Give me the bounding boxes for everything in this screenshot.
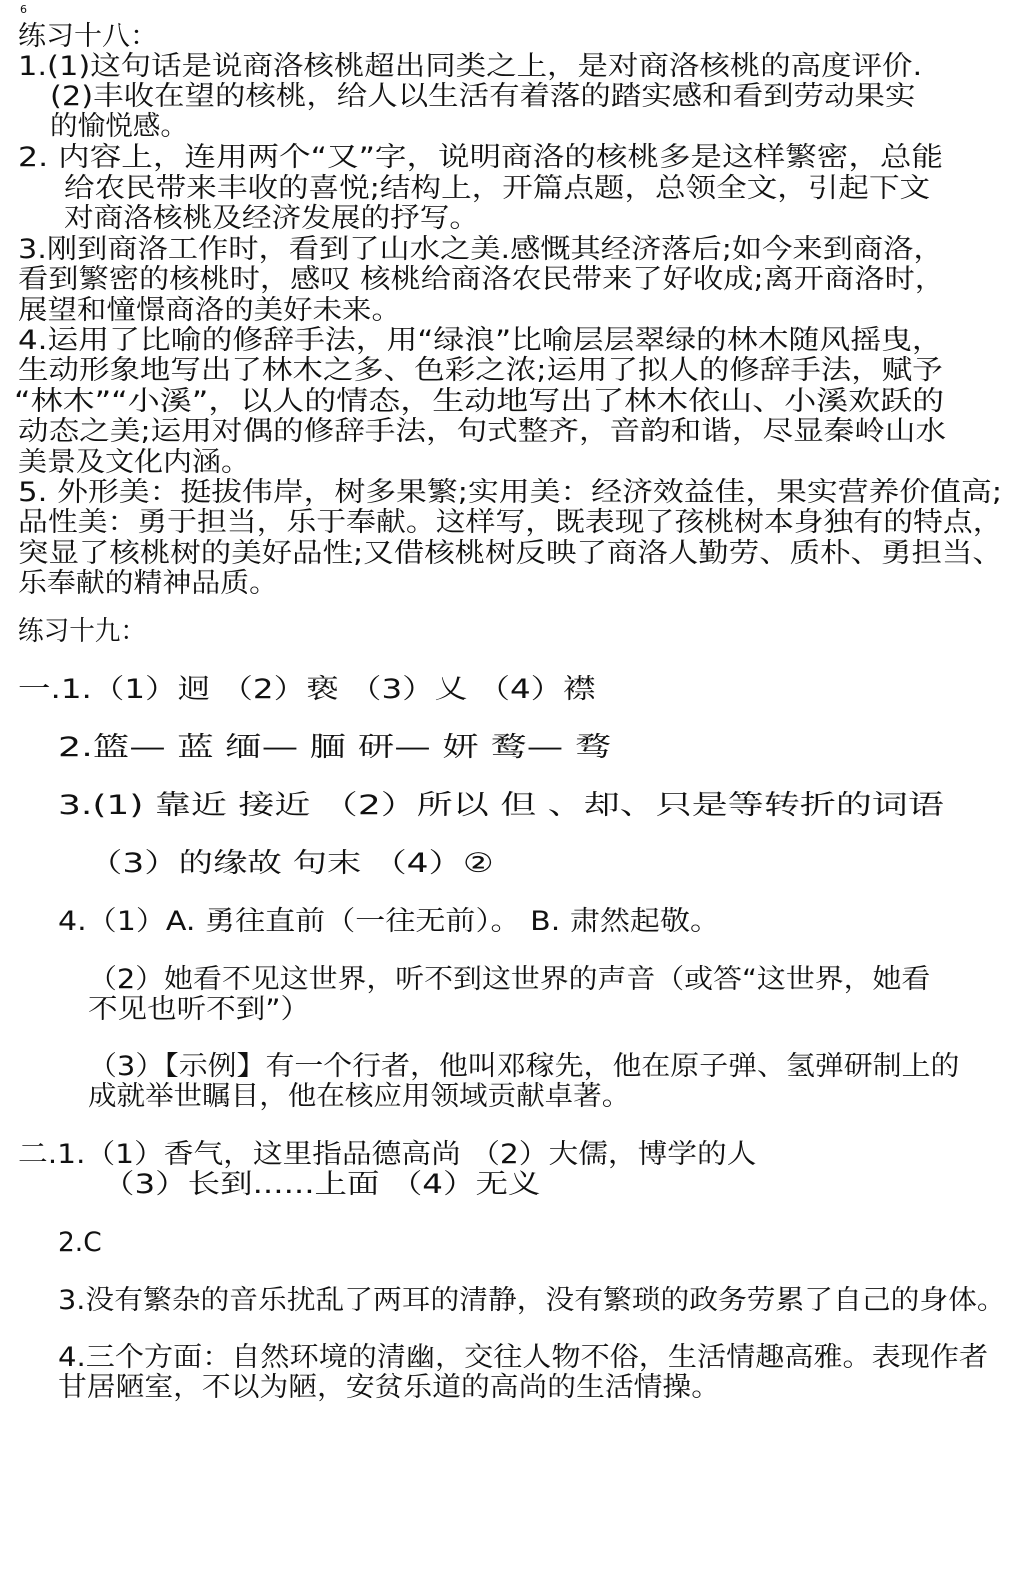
ex19-part1-q2: 2.篮— 蓝 缅— 腼 研— 妍 鹜— 骛 [58,732,612,763]
ex19-part2-q4-line2: 甘居陋室，不以为陋，安贫乐道的高尚的生活情操。 [58,1372,720,1403]
ex18-q4-line2: 生动形象地写出了林木之多、色彩之浓;运用了拟人的修辞手法，赋予 [18,355,943,386]
ex18-q1-part2-cont: 的愉悦感。 [50,111,188,142]
ex19-part2-q4-line1: 4.三个方面：自然环境的清幽，交往人物不俗，生活情趣高雅。表现作者 [58,1342,989,1373]
ex19-part1-q4-sub2-line2: 不见也听不到”） [88,994,311,1025]
page-number: 6 [20,3,27,16]
exercise-18-title: 练习十八： [18,21,158,52]
ex18-q4-line5: 美景及文化内涵。 [18,447,250,478]
ex18-q5-line2: 品性美：勇于担当，乐于奉献。这样写，既表现了孩桃树本身独有的特点， [18,507,1003,538]
ex18-q5-line3: 突显了核桃树的美好品性;又借核桃树反映了商洛人勤劳、质朴、勇担当、 [18,538,1003,569]
ex19-part2-q2: 2.C [58,1227,102,1258]
ex19-part2-q1-line2: （3）长到......上面 （4）无义 [102,1169,541,1200]
ex18-q3-line2: 看到繁密的核桃时，感叹 核桃给商洛农民带来了好收成;离开商洛时， [18,264,946,295]
ex18-q5-line4: 乐奉献的精神品质。 [18,568,279,599]
ex18-q4-line1: 4.运用了比喻的修辞手法，用“绿浪”比喻层层翠绿的林木随风摇曳， [18,325,943,356]
ex18-q5-line1: 5. 外形美：挺拔伟岸，树多果繁;实用美：经济效益佳，果实营养价值高; [18,477,1003,508]
ex18-q2-line3: 对商洛核桃及经济发展的抒写。 [64,203,480,234]
ex19-part1-q4-line1: 4.（1）A. 勇往直前（一往无前）。 B. 肃然起敬。 [58,906,721,937]
exercise-19-title: 练习十九： [18,616,146,647]
ex19-part1-q1: 一.1.（1）迥 （2）亵 （3）乂 （4）襟 [18,674,596,705]
ex18-q2-line1: 2. 内容上，连用两个“又”字，说明商洛的核桃多是这样繁密，总能 [18,142,944,173]
ex19-part1-q3-line1: 3.(1) 靠近 接近 （2）所以 但 、却、只是等转折的词语 [58,790,944,821]
ex18-q1-part1: 1.(1)这句话是说商洛核桃超出同类之上，是对商洛核桃的高度评价. [18,51,923,82]
ex19-part1-q4-sub2-line1: （2）她看不见这世界，听不到这世界的声音（或答“这世界，她看 [88,964,931,995]
ex18-q1-part2: (2)丰收在望的核桃，给人以生活有着落的踏实感和看到劳动果实 [50,81,916,112]
ex19-part1-q4-sub3-line2: 成就举世瞩目，他在核应用领域贡献卓著。 [88,1081,631,1112]
ex18-q4-line3: “林木”“小溪”，以人的情态，生动地写出了林木依山、小溪欢跃的 [14,386,945,417]
ex19-part1-q4-sub3-line1: （3）【示例】有一个行者，他叫邓稼先，他在原子弹、氢弹研制上的 [88,1051,960,1082]
ex19-part2-q1-line1: 二.1.（1）香气，这里指品德高尚 （2）大儒，博学的人 [18,1139,757,1170]
ex19-part1-q3-line2: （3）的缘故 句末 （4）② [88,848,494,879]
ex18-q3-line1: 3.刚到商洛工作时，看到了山水之美.感慨其经济落后;如今来到商洛， [18,234,944,265]
ex19-part2-q3: 3.没有繁杂的音乐扰乱了两耳的清静，没有繁琐的政务劳累了自己的身体。 [58,1285,1006,1316]
ex18-q2-line2: 给农民带来丰收的喜悦;结构上，开篇点题，总领全文，引起下文 [64,173,931,204]
ex18-q4-line4: 动态之美;运用对偶的修辞手法，句式整齐，音韵和谐，尽显秦岭山水 [18,416,947,447]
ex18-q3-line3: 展望和憧憬商洛的美好未来。 [18,295,401,326]
